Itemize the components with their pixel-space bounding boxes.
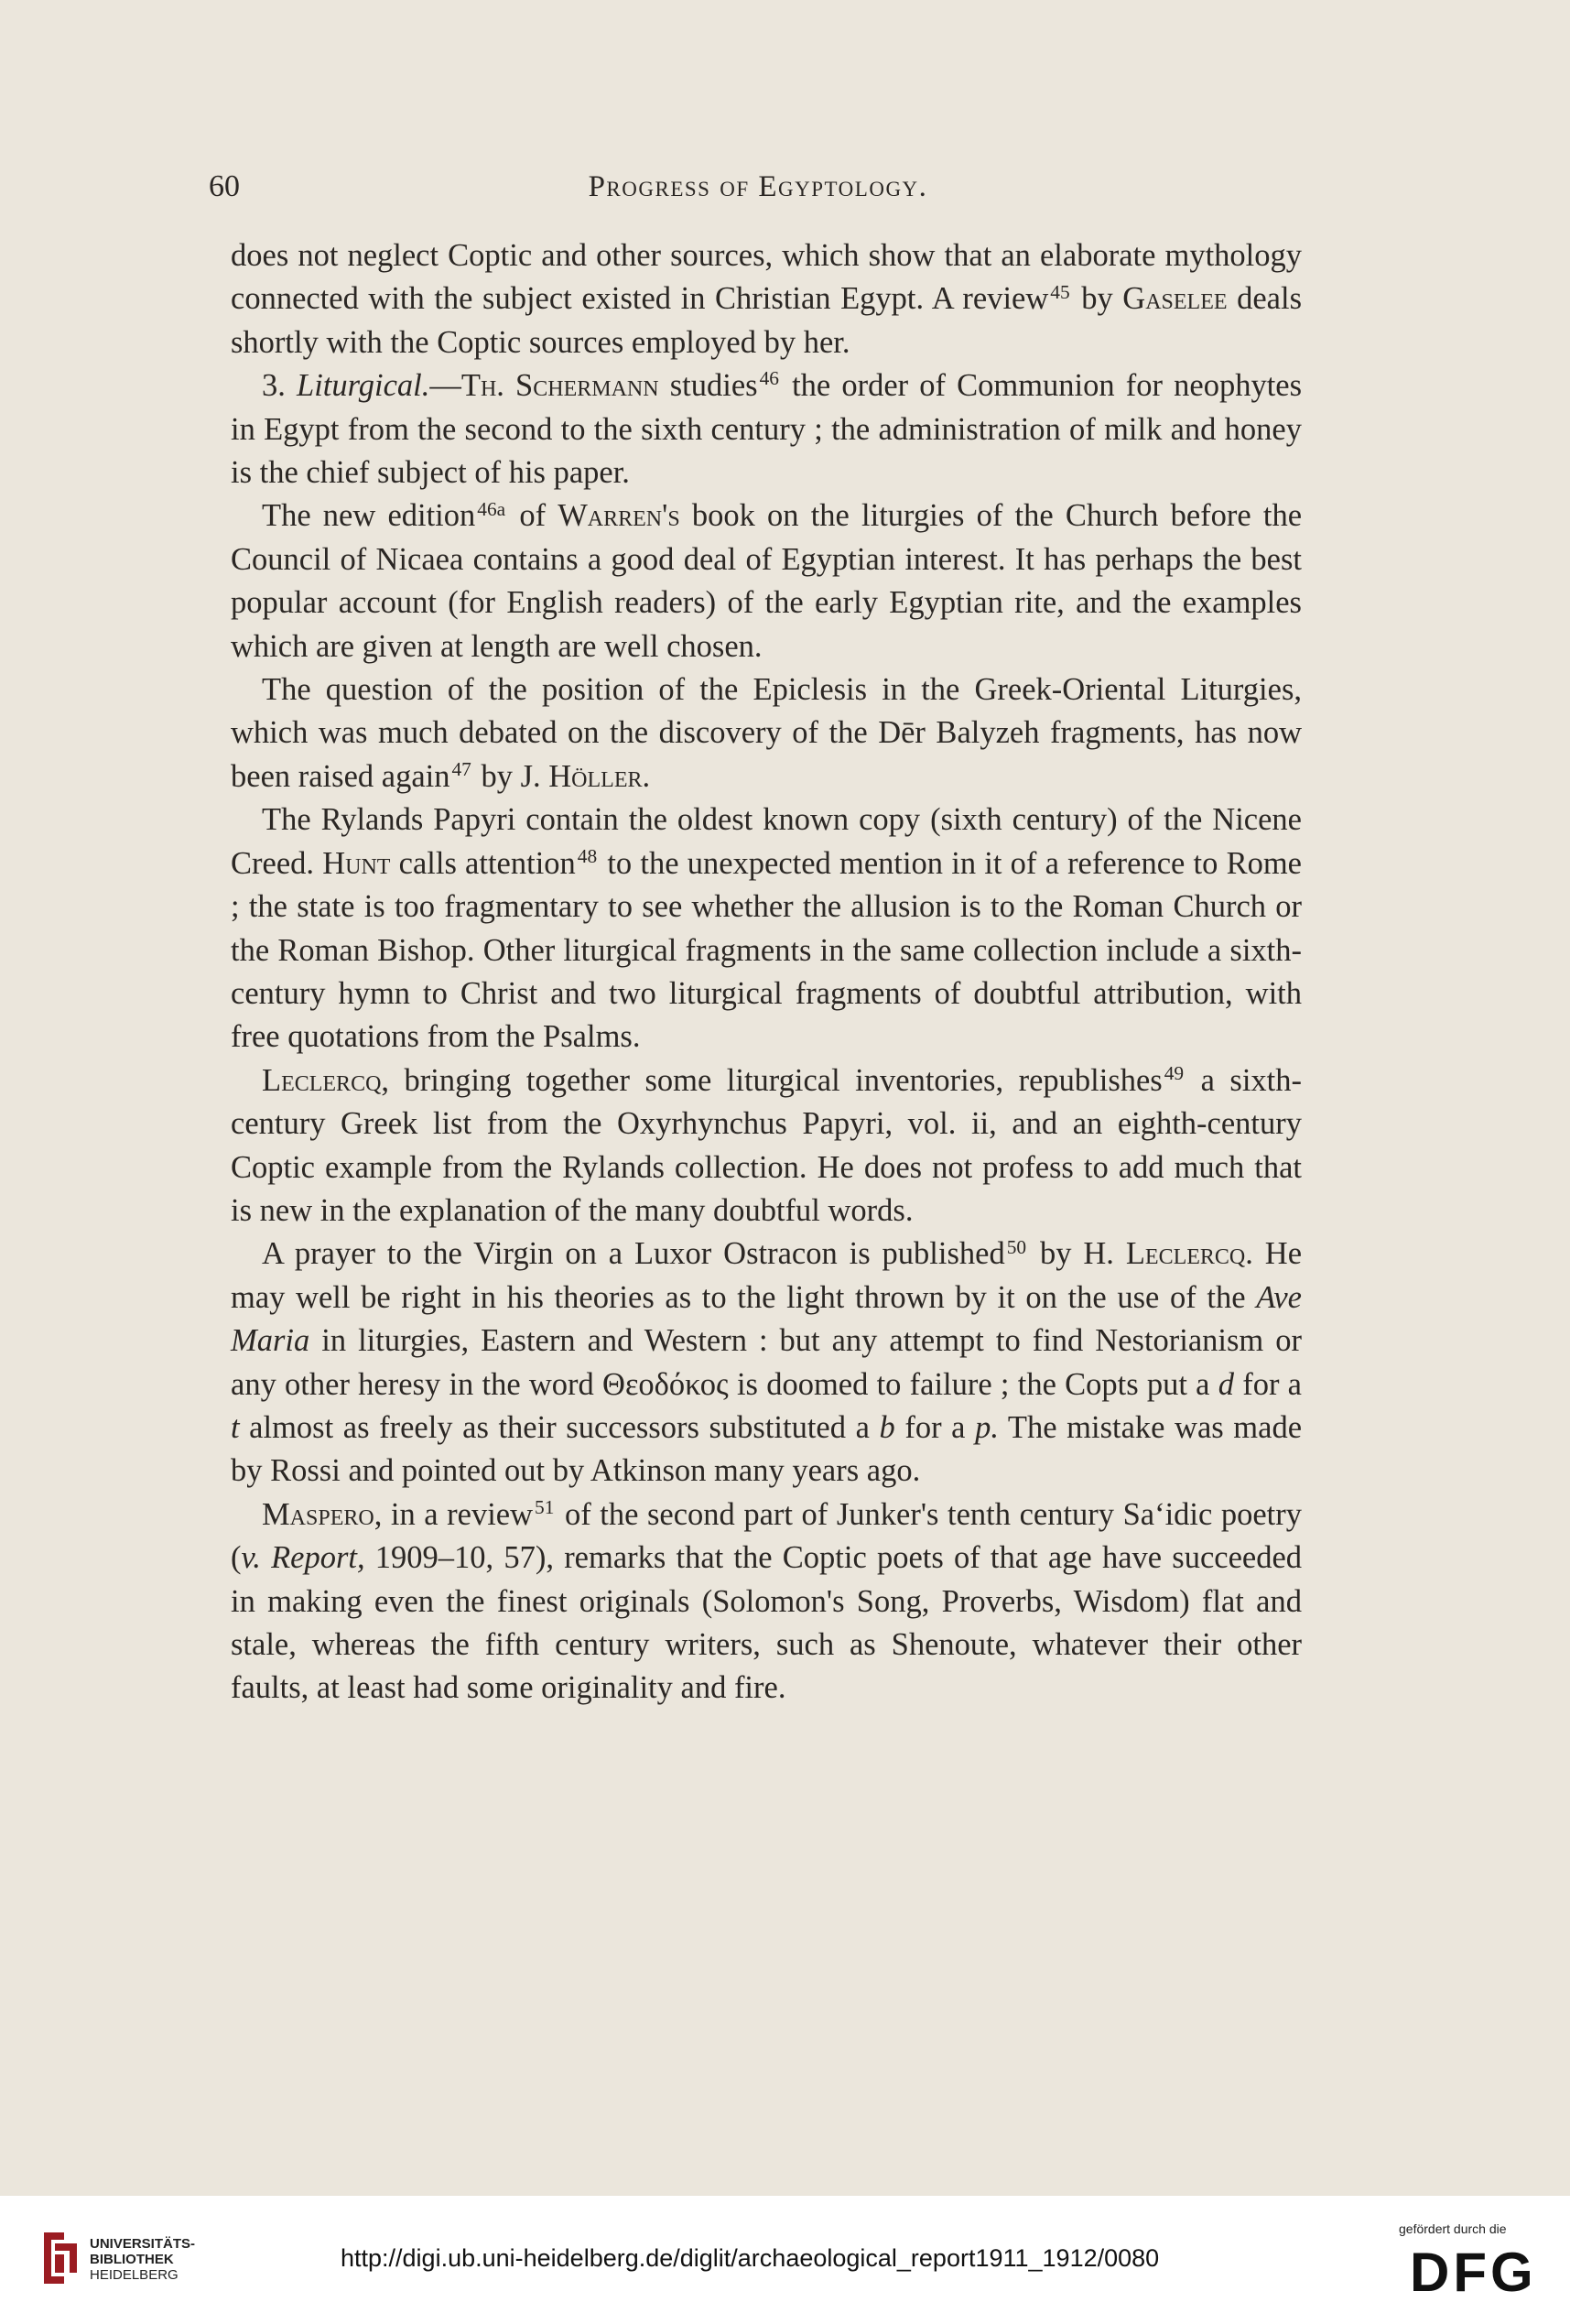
paragraph [231, 364, 1302, 494]
italic-text: t [231, 1409, 240, 1445]
library-line-2: BIBLIOTHEK [90, 2252, 174, 2267]
italic-text: Ave Maria [231, 1279, 1302, 1359]
paragraph [231, 1059, 1302, 1233]
text-run: The mistake was made by Rossi and pointed out by Atkinson many years ago. [231, 1409, 1303, 1489]
paragraph [231, 798, 1302, 1059]
text-run: by [472, 758, 521, 794]
author-name: J. Höller. [520, 758, 651, 794]
text-run: The Rylands Papyri contain the oldest known copy (sixth century) of the Nicene Creed. [231, 802, 1302, 881]
text-run: in a review [382, 1496, 534, 1532]
paragraph [231, 234, 1302, 364]
paragraph [231, 668, 1302, 798]
paragraph [231, 1233, 1302, 1493]
author-name: Hunt [322, 845, 391, 881]
text-run: A prayer to the Virgin on a Luxor Ostracon is published [262, 1236, 1005, 1272]
footnote-reference: 51 [535, 1496, 555, 1519]
italic-text: d [1218, 1366, 1234, 1402]
text-run: the order of Communion for neophytes in Egypt from the second to the sixth century ; the administration of milk and honey is the chief subject of his paper. [231, 368, 1303, 491]
text-run: bringing together some liturgical inventories, republishes [389, 1062, 1163, 1098]
text-run: calls attention [390, 845, 576, 881]
text-run: of the second part of Junker's tenth century Sa‘idic poetry ( [231, 1496, 1302, 1576]
body-text [231, 234, 1302, 1710]
dfg-logo: DFG [1410, 2242, 1537, 2303]
italic-text: b [879, 1409, 895, 1445]
university-library-logo-icon [37, 2231, 82, 2286]
footnote-reference: 46 [759, 367, 779, 390]
author-name: Warren's [558, 498, 680, 534]
footnote-reference: 49 [1164, 1061, 1185, 1084]
italic-text: p. [975, 1409, 999, 1445]
footnote-reference: 46a [477, 497, 506, 520]
text-run: He may well be right in his theories as to the light thrown by it on the use of the [231, 1236, 1303, 1315]
text-run: to the unexpected mention in it of a reference to Rome ; the state is too fragmentary to see whether the allusion is to the Roman Church or the Roman Bishop. Other liturgical fragments in the same collection include a sixth-century hymn to Christ and two liturgical fragments of doubtful attribution, with free quotations from the Psalms. [231, 845, 1302, 1055]
running-title: Progress of Egyptology. [588, 170, 928, 203]
funding-caption: gefördert durch die [1399, 2221, 1507, 2236]
author-name: Th. Schermann [460, 368, 659, 404]
author-name: Gaselee [1122, 281, 1228, 317]
library-line-1: UNIVERSITÄTS- [90, 2236, 196, 2252]
text-run: book on the liturgies of the Church before the Council of Nicaea contains a good deal of Egyptian interest. It has perhaps the best popular account (for English readers) of the early Egyptian rite, and the examples which are given at length are well chosen. [231, 498, 1303, 664]
footnote-reference: 47 [451, 758, 471, 781]
text-run: The question of the position of the Epiclesis in the Greek-Oriental Liturgies, which was much debated on the discovery of the Dēr Balyzeh fragments, has now been raised again [231, 672, 1302, 794]
text-run: a sixth-century Greek list from the Oxyrhynchus Papyri, vol. ii, and an eighth-century Coptic example from the Rylands collection. He does not profess to add much that is new in the explanation of the many doubtful words. [231, 1062, 1302, 1228]
text-run: studies [658, 368, 758, 404]
footnote-reference: 48 [577, 844, 598, 867]
text-run: — [429, 368, 461, 404]
text-run: in liturgies, Eastern and Western : but any attempt to find Nestorianism or any other heresy in the word Θεοδόκος is doomed to failure ; the Copts put a [231, 1323, 1302, 1402]
text-run: almost as freely as their successors substituted a [239, 1409, 880, 1445]
author-name: Leclercq, [262, 1062, 390, 1098]
footnote-reference: 45 [1050, 280, 1070, 303]
paragraph [231, 494, 1302, 668]
italic-text: v. Report, [241, 1540, 365, 1576]
author-name: Maspero, [262, 1496, 383, 1532]
text-run: by [1028, 1236, 1084, 1272]
author-name: H. Leclercq. [1083, 1236, 1253, 1272]
text-run: 1909–10, 57), remarks that the Coptic poets of that age have succeeded in making even the finest originals (Solomon's Song, Proverbs, Wisdom) flat and stale, whereas the fifth century writers, such as Shenoute, whatever their other faults, at least had some originality and fire. [231, 1540, 1303, 1706]
page-number: 60 [209, 169, 240, 203]
text-run: deals shortly with the Coptic sources employed by her. [231, 281, 1303, 360]
source-url-link[interactable]: http://digi.ub.uni-heidelberg.de/diglit/archaeological_report1911_1912/0080 [341, 2244, 1160, 2272]
text-run: by [1071, 281, 1123, 317]
text-run: for a [894, 1409, 976, 1445]
university-library-name [90, 2236, 195, 2283]
text-run: of [507, 498, 558, 534]
text-run: does not neglect Coptic and other sources, which show that an elaborate mythology connected with the subject existed in Christian Egypt. A review [231, 238, 1302, 317]
digitization-footer [0, 2196, 1570, 2324]
footnote-reference: 50 [1006, 1235, 1027, 1258]
page-header [209, 163, 1307, 211]
paragraph [231, 1493, 1302, 1710]
text-run: The new edition [262, 498, 476, 534]
text-run: for a [1233, 1366, 1302, 1402]
library-line-3: HEIDELBERG [90, 2267, 179, 2283]
italic-text: Liturgical. [297, 368, 430, 404]
text-run: 3. [262, 368, 298, 404]
